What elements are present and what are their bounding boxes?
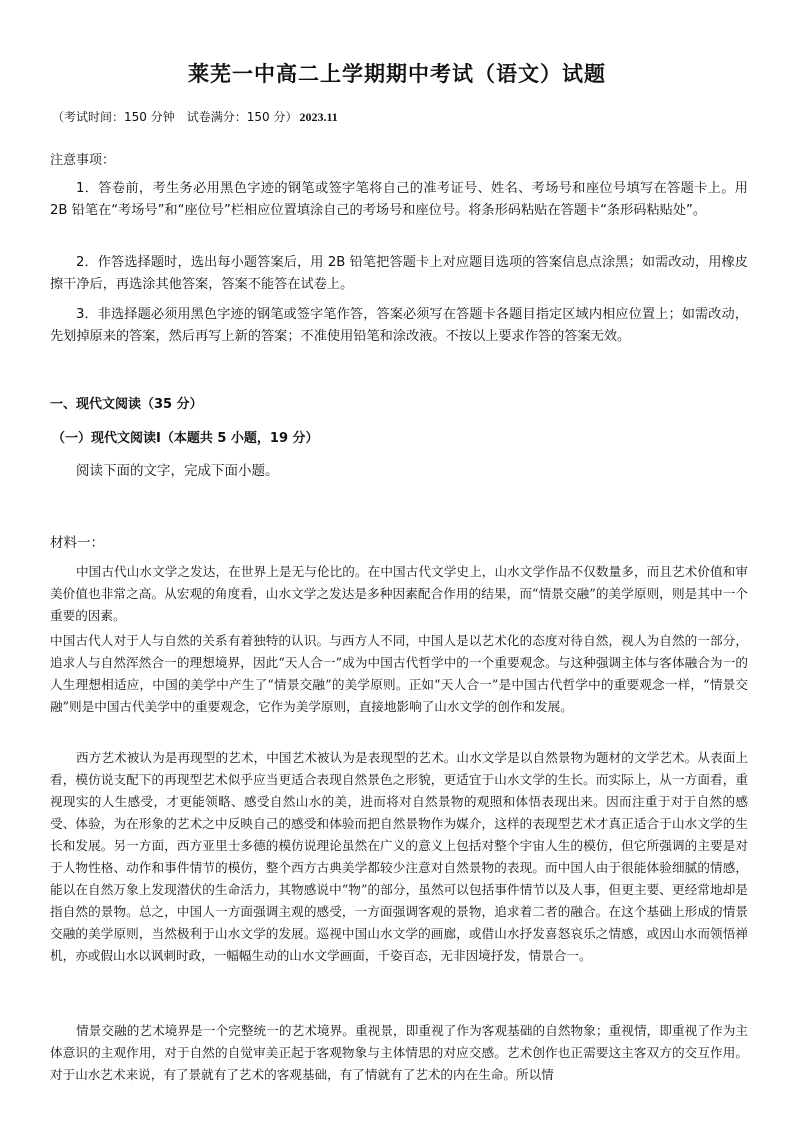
subsection-heading: （一）现代文阅读Ⅰ（本题共 5 小题，19 分） [52, 431, 319, 446]
exam-meta [52, 108, 338, 125]
note-item: 2．作答选择题时，选出每小题答案后，用 2B 铅笔把答题卡上对应题目选项的答案信息点涂黑；如需改动，用橡皮擦干净后，再选涂其他答案，答案不能答在试卷上。 [50, 255, 748, 292]
material-paragraph: 情景交融的艺术境界是一个完整统一的艺术境界。重视景，即重视了作为客观基础的自然物象；重视情，即重视了作为主体意识的主观作用，对于自然的自觉审美正起于客观物象与主体情思的对应交感。艺术创作也正需要这主客双方的交互作用。对于山水艺术来说，有了景就有了艺术的客观基础，有了情就有了艺术的内在生命。所以情 [50, 1023, 748, 1082]
exam-time-score: （考试时间：150 分钟 试卷满分：150 分） [52, 110, 298, 124]
notes-label: 注意事项： [50, 153, 116, 168]
section-heading: 一、现代文阅读（35 分） [50, 397, 203, 412]
material-paragraph: 西方艺术被认为是再现型的艺术，中国艺术被认为是表现型的艺术。山水文学是以自然景物为题材的文学艺术。从表面上看，模仿说支配下的再现型艺术似乎应当更适合表现自然景色之形貌，更适宜于山水文学的生长。而实际上，从一方面看，重视现实的人生感受，才更能领略、感受自然山水的美，进而将对自然景物的观照和体悟表现出来。因而注重于对于自然的感受、体验，为在形象的艺术之中反映自己的感受和体验而把自然景物作为媒介，这样的表现型艺术才真正适合于山水文学的生长和发展。另一方面，西方亚里士多德的模仿说理论虽然在广义的意义上包括对整个宇宙人生的模仿，但它所强调的主要是对于人物性格、动作和事件情节的模仿，整个西方古典美学都较少注意对自然景物的表现。而中国人由于很能体验细腻的情感，能以在自然万象上发现潜伏的生命活力，其物感说中“物”的部分，虽然可以包括事件情节以及人事，但更主要、更经常地却是指自然的景物。总之，中国人一方面强调主观的感受，一方面强调客观的景物，追求着二者的融合。在这个基础上形成的情景交融的美学原则，当然极利于山水文学的发展。巡视中国山水文学的画廊，或借山水抒发喜怒哀乐之情感，或因山水而领悟禅机，亦或假山水以讽刺时政，一幅幅生动的山水文学画面，千姿百态，无非因境抒发，情景合一。 [50, 750, 748, 963]
exam-title: 莱芜一中高二上学期期中考试（语文）试题 [188, 61, 606, 86]
material-paragraph: 中国古代人对于人与自然的关系有着独特的认识。与西方人不同，中国人是以艺术化的态度对待自然，视人为自然的一部分，追求人与自然浑然合一的理想境界，因此“天人合一”成为中国古代哲学中的一个重要观念。与这种强调主体与客体融合为一的人生理想相适应，中国的美学中产生了“情景交融”的美学原则。正如“天人合一”是中国古代哲学中的重要观念一样，“情景交融”则是中国古代美学中的重要观念，它作为美学原则，直接地影响了山水文学的创作和发展。 [50, 633, 748, 714]
note-item: 1．答卷前，考生务必用黑色字迹的钢笔或签字笔将自己的准考证号、姓名、考场号和座位号填写在答题卡上。用 2B 铅笔在“考场号”和“座位号”栏相应位置填涂自己的考场号和座位号。将条形码粘贴在答题卡“条形码粘贴处”。 [50, 181, 748, 218]
material-paragraph: 中国古代山水文学之发达，在世界上是无与伦比的。在中国古代文学史上，山水文学作品不仅数量多，而且艺术价值和审美价值也非常之高。从宏观的角度看，山水文学之发达是多种因素配合作用的结果，而“情景交融”的美学原则，则是其中一个重要的因素。 [50, 564, 748, 623]
reading-instruction: 阅读下面的文字，完成下面小题。 [76, 463, 279, 479]
exam-date: 2023.11 [299, 110, 338, 124]
note-item: 3．非选择题必须用黑色字迹的钢笔或签字笔作答，答案必须写在答题卡各题目指定区域内相应位置上；如需改动，先划掉原来的答案，然后再写上新的答案；不准使用铅笔和涂改液。不按以上要求作答的答案无效。 [50, 307, 748, 344]
material-label: 材料一： [50, 535, 104, 551]
